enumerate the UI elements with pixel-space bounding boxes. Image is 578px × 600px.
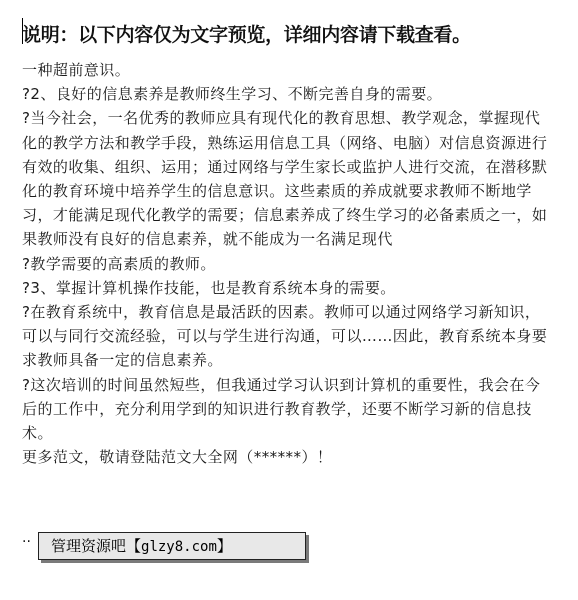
preview-notice: 说明：以下内容仅为文字预览，详细内容请下载查看。 [22,24,471,46]
site-banner-link[interactable] [38,532,306,560]
banner-site: glzy8.com [141,539,217,555]
paragraph-6: ?在教育系统中，教育信息是最活跃的因素。教师可以通过网络学习新知识，可以与同行交流经验，可以与学生进行沟通，可以……因此，教育系统本身要求教师具备一定的信息素养。 [22,303,548,370]
document-body [22,58,554,469]
paragraph-8: 更多范文，敬请登陆范文大全网（******）！ [22,448,333,467]
trailing-dots: ·· [22,534,31,550]
banner-close-bracket: 】 [216,537,232,555]
banner-label: 管理资源吧【 [51,537,142,555]
paragraph-3: ?当今社会，一名优秀的教师应具有现代化的教育思想、教学观念，掌握现代化的教学方法和教学手段，熟练运用信息工具（网络、电脑）对信息资源进行有效的收集、组织、运用；通过网络与学生家长或监护人进行交流，在潜移默化的教育环境中培养学生的信息意识。这些素质的养成就要求教师不断地学习，才能满足现代化教学的需要；信息素养成了终生学习的必备素质之一，如果教师没有良好的信息素养，就不能成为一名满足现代 [22,109,548,249]
paragraph-4: ?教学需要的高素质的教师。 [22,254,216,273]
paragraph-7: ?这次培训的时间虽然短些，但我通过学习认识到计算机的重要性，我会在今后的工作中，充分利用学到的知识进行教育教学，还要不断学习新的信息技术。 [22,375,541,443]
paragraph-2: ?2、良好的信息素养是教师终生学习、不断完善自身的需要。 [22,85,443,104]
paragraph-1: 一种超前意识。 [22,61,131,79]
paragraph-5: ?3、掌握计算机操作技能，也是教育系统本身的需要。 [22,278,396,297]
